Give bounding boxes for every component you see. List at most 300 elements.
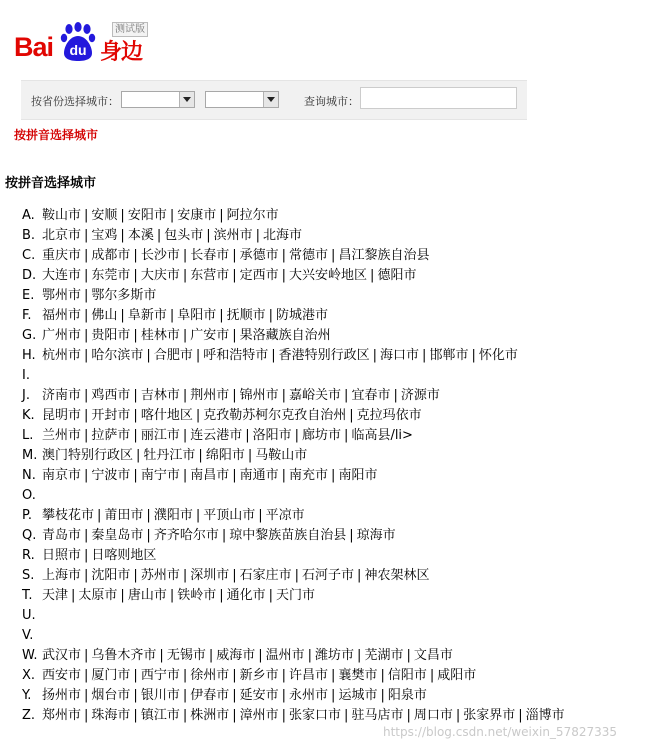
city-link[interactable]: 东营市: [190, 268, 230, 283]
separator: |: [208, 648, 214, 663]
city-link[interactable]: 太原市: [78, 588, 118, 603]
city-link[interactable]: 西宁市: [140, 668, 180, 683]
city-link[interactable]: 嘉峪关市: [289, 388, 342, 403]
city-link[interactable]: 滨州市: [213, 228, 253, 243]
separator: |: [281, 268, 287, 283]
separator: |: [133, 388, 138, 403]
city-link[interactable]: 日照市: [42, 548, 82, 563]
city-link[interactable]: 佛山: [91, 308, 118, 323]
city-link[interactable]: 许昌市: [289, 668, 329, 683]
city-link[interactable]: 南通市: [239, 468, 279, 483]
city-link[interactable]: 平顶山市: [203, 508, 256, 523]
city-link[interactable]: 南宁市: [140, 468, 180, 483]
city-link[interactable]: 济南市: [42, 388, 82, 403]
city-link[interactable]: 阜新市: [127, 308, 167, 323]
city-link[interactable]: 镇江市: [140, 708, 180, 723]
letter-row: [22, 506, 565, 526]
city-link[interactable]: 阳泉市: [387, 688, 427, 703]
separator: |: [471, 348, 476, 363]
separator: |: [232, 668, 237, 683]
separator: |: [372, 348, 378, 363]
separator: |: [331, 688, 336, 703]
city-link[interactable]: 南充市: [289, 468, 329, 483]
city-link[interactable]: 吉林市: [140, 388, 180, 403]
city-link[interactable]: 昌江黎族自治县: [338, 248, 430, 263]
city-link[interactable]: 琼中黎族苗族自治县: [229, 528, 347, 543]
separator: |: [331, 468, 336, 483]
separator: |: [219, 208, 224, 223]
city-link[interactable]: 神农架林区: [364, 568, 430, 583]
baidu-logo[interactable]: [14, 22, 154, 64]
city-link[interactable]: 无锡市: [166, 648, 206, 663]
separator: |: [84, 668, 89, 683]
separator: |: [182, 708, 188, 723]
city-link[interactable]: 果洛藏族自治州: [239, 328, 331, 343]
city-link[interactable]: 濮阳市: [153, 508, 193, 523]
city-link[interactable]: 鞍山市: [42, 208, 82, 223]
city-link[interactable]: 抚顺市: [226, 308, 266, 323]
city-link[interactable]: 青岛市: [42, 528, 82, 543]
city-link[interactable]: 长春市: [190, 248, 230, 263]
city-link[interactable]: 杭州市: [42, 348, 82, 363]
letter-label: J.: [22, 388, 30, 403]
separator: |: [84, 708, 89, 723]
separator: |: [357, 568, 362, 583]
city-link[interactable]: 宜春市: [351, 388, 391, 403]
city-link[interactable]: 福州市: [42, 308, 82, 323]
separator: |: [232, 328, 237, 343]
separator: |: [331, 668, 336, 683]
city-link[interactable]: 防城港市: [276, 308, 329, 323]
separator: |: [146, 508, 151, 523]
city-link[interactable]: 香港特别行政区: [278, 348, 370, 363]
separator: |: [182, 268, 188, 283]
separator: |: [84, 468, 89, 483]
separator: |: [245, 428, 250, 443]
separator: |: [258, 648, 263, 663]
separator: |: [281, 668, 287, 683]
city-link[interactable]: 深圳市: [190, 568, 230, 583]
separator: |: [219, 588, 224, 603]
letter-row: [22, 646, 565, 666]
separator: |: [422, 348, 427, 363]
separator: |: [406, 708, 411, 723]
separator: |: [84, 408, 89, 423]
separator: |: [258, 508, 263, 523]
letter-label: O.: [22, 488, 36, 503]
separator: |: [84, 428, 89, 443]
city-link[interactable]: 安顺: [91, 208, 118, 223]
city-link[interactable]: 北海市: [263, 228, 303, 243]
city-link[interactable]: 株洲市: [190, 708, 230, 723]
city-link[interactable]: 苏州市: [140, 568, 180, 583]
separator: |: [195, 508, 201, 523]
separator: |: [84, 688, 89, 703]
separator: |: [294, 568, 300, 583]
letter-label: X.: [22, 668, 36, 683]
city-link[interactable]: 漳州市: [239, 708, 279, 723]
separator: |: [281, 688, 287, 703]
city-link[interactable]: 张家口市: [289, 708, 342, 723]
letter-row: [22, 346, 565, 366]
letter-row: [22, 426, 565, 446]
city-link[interactable]: 南昌市: [190, 468, 230, 483]
city-link[interactable]: 绵阳市: [205, 448, 245, 463]
city-link[interactable]: 锦州市: [239, 388, 279, 403]
letter-label: N.: [22, 468, 36, 483]
separator: |: [281, 468, 287, 483]
letter-label: L.: [22, 428, 34, 443]
city-link[interactable]: 连云港市: [190, 428, 243, 443]
letter-row: [22, 546, 565, 566]
city-link[interactable]: 周口市: [413, 708, 453, 723]
separator: |: [281, 388, 287, 403]
city-link[interactable]: 怀化市: [478, 348, 518, 363]
separator: |: [344, 428, 349, 443]
city-link[interactable]: 承德市: [239, 248, 279, 263]
separator: |: [84, 328, 89, 343]
separator: |: [518, 708, 523, 723]
separator: |: [133, 568, 138, 583]
letter-row: [22, 446, 565, 466]
letter-row: [22, 466, 565, 486]
city-link[interactable]: 武汉市: [42, 648, 82, 663]
separator: |: [84, 208, 89, 223]
letter-label: K.: [22, 408, 35, 423]
city-link[interactable]: 沈阳市: [91, 568, 131, 583]
city-link[interactable]: 新乡市: [239, 668, 279, 683]
separator: |: [84, 568, 89, 583]
separator: |: [84, 348, 89, 363]
separator: |: [169, 208, 175, 223]
city-link[interactable]: 合肥市: [153, 348, 193, 363]
city-link[interactable]: 潍坊市: [315, 648, 355, 663]
city-link[interactable]: 莆田市: [104, 508, 144, 523]
letter-row: [22, 326, 565, 346]
city-link[interactable]: 淄博市: [525, 708, 565, 723]
separator: |: [331, 248, 336, 263]
city-link[interactable]: 包头市: [164, 228, 204, 243]
separator: |: [133, 408, 138, 423]
province-select-label: 按省份选择城市：: [31, 95, 119, 108]
separator: |: [146, 528, 151, 543]
pinyin-select-link[interactable]: 按拼音选择城市: [14, 128, 99, 142]
separator: |: [182, 328, 188, 343]
city-link[interactable]: 哈尔滨市: [91, 348, 144, 363]
separator: |: [133, 248, 138, 263]
separator: |: [136, 448, 141, 463]
city-link[interactable]: 扬州市: [42, 688, 82, 703]
city-link[interactable]: 齐齐哈尔市: [153, 528, 219, 543]
city-link[interactable]: 鄂尔多斯市: [91, 288, 157, 303]
letter-row: [22, 206, 565, 226]
separator: |: [133, 708, 138, 723]
separator: |: [84, 228, 89, 243]
letter-row: [22, 286, 565, 306]
letter-row: [22, 526, 565, 546]
city-link[interactable]: 成都市: [91, 248, 131, 263]
chevron-down-icon[interactable]: [179, 92, 194, 107]
separator: |: [232, 248, 237, 263]
separator: |: [182, 388, 188, 403]
letter-label: M.: [22, 448, 38, 463]
city-link[interactable]: 呼和浩特市: [203, 348, 269, 363]
city-link[interactable]: 温州市: [265, 648, 305, 663]
separator: |: [232, 568, 237, 583]
separator: |: [84, 648, 89, 663]
logo-text-du: du: [69, 42, 87, 58]
separator: |: [406, 648, 411, 663]
separator: |: [84, 268, 89, 283]
section-title: 按拼音选择城市: [5, 176, 97, 191]
separator: |: [281, 248, 287, 263]
city-link[interactable]: 威海市: [216, 648, 256, 663]
separator: |: [393, 388, 398, 403]
separator: |: [84, 248, 89, 263]
separator: |: [349, 528, 354, 543]
city-link[interactable]: 本溪: [127, 228, 154, 243]
letter-label: A.: [22, 208, 35, 223]
logo-text-shenbian: 身边: [100, 40, 143, 65]
letter-label: B.: [22, 228, 36, 243]
separator: |: [232, 468, 237, 483]
city-link[interactable]: 咸阳市: [437, 668, 477, 683]
city-link[interactable]: 阜阳市: [177, 308, 217, 323]
separator: |: [255, 228, 261, 243]
city-link[interactable]: 长沙市: [140, 248, 180, 263]
city-link[interactable]: 平凉市: [265, 508, 305, 523]
separator: |: [84, 528, 89, 543]
separator: |: [182, 668, 188, 683]
city-link[interactable]: 廊坊市: [302, 428, 342, 443]
city-link[interactable]: 兰州市: [42, 428, 82, 443]
separator: |: [232, 708, 237, 723]
letter-row: [22, 306, 565, 326]
letter-row: [22, 226, 565, 246]
separator: |: [169, 588, 175, 603]
city-link[interactable]: 东莞市: [91, 268, 131, 283]
letter-label: I.: [22, 368, 30, 383]
city-link[interactable]: 石家庄市: [239, 568, 292, 583]
separator: |: [133, 268, 138, 283]
city-link[interactable]: 拉萨市: [91, 428, 131, 443]
city-link[interactable]: 厦门市: [91, 668, 131, 683]
separator: |: [195, 348, 201, 363]
city-link[interactable]: 大庆市: [140, 268, 180, 283]
separator: |: [195, 408, 201, 423]
city-link[interactable]: 唐山市: [127, 588, 167, 603]
city-link[interactable]: 广州市: [42, 328, 82, 343]
separator: |: [370, 268, 375, 283]
query-city-input[interactable]: [360, 87, 517, 109]
city-link[interactable]: 石河子市: [302, 568, 355, 583]
city-search-toolbar: [21, 80, 527, 120]
separator: |: [120, 228, 125, 243]
city-link[interactable]: 延安市: [239, 688, 279, 703]
letter-row: [22, 706, 565, 726]
city-link[interactable]: 马鞍山市: [255, 448, 308, 463]
city-link[interactable]: 银川市: [140, 688, 180, 703]
city-link[interactable]: 阿拉尔市: [226, 208, 279, 223]
separator: |: [349, 408, 354, 423]
letter-row: [22, 666, 565, 686]
city-link[interactable]: 郑州市: [42, 708, 82, 723]
city-link[interactable]: 徐州市: [190, 668, 230, 683]
separator: |: [182, 468, 188, 483]
separator: |: [146, 348, 151, 363]
separator: |: [344, 708, 349, 723]
city-link[interactable]: 烟台市: [91, 688, 131, 703]
city-select[interactable]: [205, 91, 279, 108]
separator: |: [271, 348, 276, 363]
city-link[interactable]: 重庆市: [42, 248, 82, 263]
letter-label: D.: [22, 268, 37, 283]
city-link[interactable]: 济源市: [400, 388, 440, 403]
city-link[interactable]: 襄樊市: [338, 668, 378, 683]
separator: |: [84, 388, 89, 403]
beta-badge: 测试版: [112, 22, 148, 37]
city-link[interactable]: 邯郸市: [429, 348, 469, 363]
separator: |: [84, 288, 89, 303]
separator: |: [307, 648, 313, 663]
separator: |: [169, 308, 175, 323]
separator: |: [84, 548, 89, 563]
letter-row: [22, 406, 565, 426]
city-link[interactable]: 克孜勒苏柯尔克孜自治州: [203, 408, 347, 423]
separator: |: [344, 388, 349, 403]
separator: |: [219, 308, 224, 323]
city-link[interactable]: 运城市: [338, 688, 378, 703]
city-link[interactable]: 通化市: [226, 588, 266, 603]
letter-row: [22, 386, 565, 406]
separator: |: [268, 588, 274, 603]
city-link[interactable]: 琼海市: [356, 528, 396, 543]
letter-label: Q.: [22, 528, 37, 543]
city-link[interactable]: 克拉玛依市: [356, 408, 422, 423]
logo-text-bai: Bai: [14, 32, 54, 62]
city-link[interactable]: 澳门特别行政区: [42, 448, 134, 463]
city-link[interactable]: 上海市: [42, 568, 82, 583]
city-link[interactable]: 天津: [42, 588, 69, 603]
city-link[interactable]: 安阳市: [127, 208, 167, 223]
separator: |: [281, 708, 287, 723]
city-link[interactable]: 贵阳市: [91, 328, 131, 343]
city-link[interactable]: 张家界市: [463, 708, 516, 723]
city-link[interactable]: 天门市: [276, 588, 316, 603]
letter-label: P.: [22, 508, 32, 523]
city-link[interactable]: 鄂州市: [42, 288, 82, 303]
city-link[interactable]: 宝鸡: [91, 228, 118, 243]
city-link[interactable]: 广安市: [190, 328, 230, 343]
city-link[interactable]: 桂林市: [140, 328, 180, 343]
separator: |: [133, 328, 138, 343]
letter-label: F.: [22, 308, 32, 323]
separator: |: [120, 208, 125, 223]
separator: |: [182, 248, 188, 263]
letter-label: T.: [22, 588, 33, 603]
separator: |: [182, 688, 188, 703]
city-link[interactable]: 洛阳市: [252, 428, 292, 443]
separator: |: [198, 448, 203, 463]
separator: |: [84, 308, 89, 323]
letter-label: R.: [22, 548, 35, 563]
separator: |: [133, 688, 138, 703]
separator: |: [429, 668, 435, 683]
separator: |: [380, 688, 385, 703]
letter-row: [22, 246, 565, 266]
city-link[interactable]: 大连市: [42, 268, 82, 283]
city-link[interactable]: 芜湖市: [364, 648, 404, 663]
city-link[interactable]: 珠海市: [91, 708, 131, 723]
letter-label: H.: [22, 348, 36, 363]
city-link[interactable]: 秦皇岛市: [91, 528, 144, 543]
chevron-down-icon[interactable]: [263, 92, 278, 107]
city-link[interactable]: 信阳市: [387, 668, 427, 683]
separator: |: [133, 468, 138, 483]
city-link[interactable]: 海口市: [380, 348, 420, 363]
province-select[interactable]: [121, 91, 195, 108]
separator: |: [455, 708, 461, 723]
letter-row: [22, 586, 565, 606]
city-link[interactable]: 开封市: [91, 408, 131, 423]
city-link[interactable]: 铁岭市: [177, 588, 217, 603]
city-link[interactable]: 北京市: [42, 228, 82, 243]
letter-label: S.: [22, 568, 35, 583]
city-link[interactable]: 西安市: [42, 668, 82, 683]
city-link[interactable]: 日喀则地区: [91, 548, 157, 563]
separator: |: [247, 448, 253, 463]
city-link[interactable]: 南阳市: [338, 468, 378, 483]
city-link[interactable]: 临高县/li>: [351, 428, 413, 443]
pinyin-city-list: [22, 206, 565, 726]
city-link[interactable]: 荆州市: [190, 388, 230, 403]
separator: |: [294, 428, 300, 443]
city-link[interactable]: 定西市: [239, 268, 279, 283]
separator: |: [357, 648, 362, 663]
city-link[interactable]: 安康市: [177, 208, 217, 223]
letter-label: Z.: [22, 708, 36, 723]
separator: |: [232, 388, 237, 403]
query-city-label: 查询城市：: [304, 95, 359, 108]
letter-label: G.: [22, 328, 37, 343]
city-link[interactable]: 文昌市: [413, 648, 453, 663]
separator: |: [120, 308, 125, 323]
city-link[interactable]: 德阳市: [377, 268, 417, 283]
separator: |: [156, 228, 162, 243]
city-link[interactable]: 牡丹江市: [143, 448, 196, 463]
city-link[interactable]: 宁波市: [91, 468, 131, 483]
city-link[interactable]: 大兴安岭地区: [289, 268, 368, 283]
letter-label: W.: [22, 648, 38, 663]
city-link[interactable]: 南京市: [42, 468, 82, 483]
city-link[interactable]: 驻马店市: [351, 708, 404, 723]
city-link[interactable]: 永州市: [289, 688, 329, 703]
letter-label: C.: [22, 248, 36, 263]
separator: |: [206, 228, 211, 243]
letter-row: [22, 566, 565, 586]
city-link[interactable]: 攀枝花市: [42, 508, 95, 523]
city-link[interactable]: 常德市: [289, 248, 329, 263]
city-link[interactable]: 丽江市: [140, 428, 180, 443]
letter-label: E.: [22, 288, 35, 303]
city-link[interactable]: 乌鲁木齐市: [91, 648, 157, 663]
city-link[interactable]: 伊春市: [190, 688, 230, 703]
city-link[interactable]: 喀什地区: [140, 408, 193, 423]
letter-row: [22, 606, 565, 626]
city-link[interactable]: 昆明市: [42, 408, 82, 423]
city-link[interactable]: 鸡西市: [91, 388, 131, 403]
separator: |: [182, 428, 188, 443]
